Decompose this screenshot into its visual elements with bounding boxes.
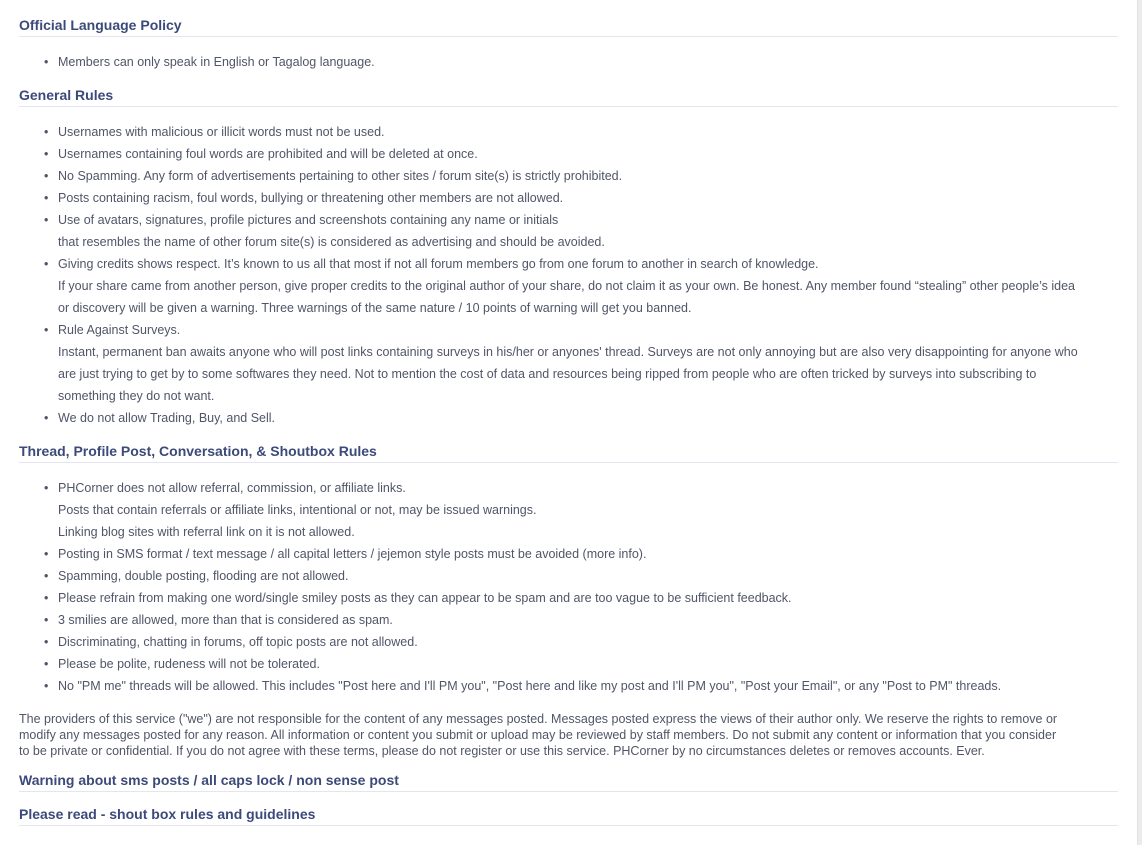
rule-text: • Discriminating, chatting in forums, off topic posts are not allowed. — [58, 635, 418, 649]
rule-item — [58, 187, 1118, 209]
rule-text: • No "PM me" threads will be allowed. This includes "Post here and I'll PM you", "Post here and like my post and I'll PM you", "Post your Email", or any "Post to PM" threads. — [58, 679, 1002, 693]
rule-item — [58, 319, 1118, 407]
rule-text: If your share came from another person, give proper credits to the original author of your share, do not claim it as your own. Be honest. Any member found “stealing” other people’s idea — [58, 279, 1075, 293]
rule-item — [58, 675, 1118, 697]
general-rules-list — [19, 121, 1118, 429]
rule-text: Posts that contain referrals or affiliate links, intentional or not, may be issued warnings. — [58, 503, 537, 517]
disclaimer-line: The providers of this service ("we") are not responsible for the content of any messages posted. Messages posted express the views of their author only. We reserve the rights to remove or — [19, 712, 1058, 726]
rule-text: or discovery will be given a warning. Three warnings of the same nature / 10 points of warning will get you banned. — [58, 301, 692, 315]
rule-text: something they do not want. — [58, 389, 215, 403]
rule-text: Instant, permanent ban awaits anyone who will post links containing surveys in his/her or anyones' thread. Surveys are not only annoying but are also very disappointing for anyone who — [58, 345, 1078, 359]
rule-text: • Please refrain from making one word/single smiley posts as they can appear to be spam and are too vague to be sufficient feedback. — [58, 591, 792, 605]
rule-item — [58, 165, 1118, 187]
rule-text: Linking blog sites with referral link on it is not allowed. — [58, 525, 355, 539]
disclaimer-line: modify any messages posted for any reason. All information or content you submit or upload may be reviewed by staff members. Do not submit any content or information that you consider — [19, 728, 1057, 742]
rule-item — [58, 543, 1118, 565]
rule-item — [58, 121, 1118, 143]
rule-text: • No Spamming. Any form of advertisements pertaining to other sites / forum site(s) is strictly prohibited. — [58, 169, 623, 183]
disclaimer-line: to be private or confidential. If you do not agree with these terms, please do not register or use this service. PHCorner by no circumstances deletes or removes accounts. Ever. — [19, 744, 985, 758]
rule-item — [58, 209, 1118, 253]
rule-item — [58, 407, 1118, 429]
rule-text: • 3 smilies are allowed, more than that is considered as spam. — [58, 613, 393, 627]
rule-text: that resembles the name of other forum site(s) is considered as advertising and should be avoided. — [58, 235, 605, 249]
rule-item — [58, 565, 1118, 587]
rule-item — [58, 143, 1118, 165]
rule-text: are just trying to get by to some softwares they need. Not to mention the cost of data and resources being ripped from people who are often tricked by surveys into subscribing to — [58, 367, 1037, 381]
rule-text: • Giving credits shows respect. It’s known to us all that most if not all forum members go from one forum to another in search of knowledge. — [58, 257, 819, 271]
rule-item — [58, 51, 1118, 73]
rule-text: • Please be polite, rudeness will not be tolerated. — [58, 657, 320, 671]
thread-rules-title: Thread, Profile Post, Conversation, & Shoutbox Rules — [19, 443, 1118, 463]
disclaimer-text — [19, 711, 1118, 759]
official-language-title: Official Language Policy — [19, 17, 1118, 37]
rule-text: • We do not allow Trading, Buy, and Sell. — [58, 411, 276, 425]
general-rules-title: General Rules — [19, 87, 1118, 107]
shoutbox-rules-link[interactable]: Please read - shout box rules and guidelines — [19, 806, 1118, 826]
rule-item — [58, 653, 1118, 675]
rule-text: • Posts containing racism, foul words, bullying or threatening other members are not allowed. — [58, 191, 564, 205]
thread-rules-list — [19, 477, 1118, 697]
rule-item — [58, 631, 1118, 653]
rule-text: • PHCorner does not allow referral, commission, or affiliate links. — [58, 481, 406, 495]
rule-item — [58, 253, 1118, 319]
rule-text: • Rule Against Surveys. — [58, 323, 181, 337]
scrollbar[interactable] — [1137, 0, 1142, 845]
rule-text: • Usernames containing foul words are prohibited and will be deleted at once. — [58, 147, 478, 161]
sms-warning-link[interactable]: Warning about sms posts / all caps lock / non sense post — [19, 772, 1118, 792]
rule-item — [58, 587, 1118, 609]
rule-text: • Usernames with malicious or illicit words must not be used. — [58, 125, 385, 139]
rule-text: • Posting in SMS format / text message / all capital letters / jejemon style posts must be avoided (more info). — [58, 547, 647, 561]
rule-text: • Members can only speak in English or Tagalog language. — [58, 55, 375, 69]
rule-item — [58, 477, 1118, 543]
rule-text: • Spamming, double posting, flooding are not allowed. — [58, 569, 349, 583]
rule-text: • Use of avatars, signatures, profile pictures and screenshots containing any name or initials — [58, 213, 559, 227]
official-language-list — [19, 51, 1118, 73]
rule-item — [58, 609, 1118, 631]
